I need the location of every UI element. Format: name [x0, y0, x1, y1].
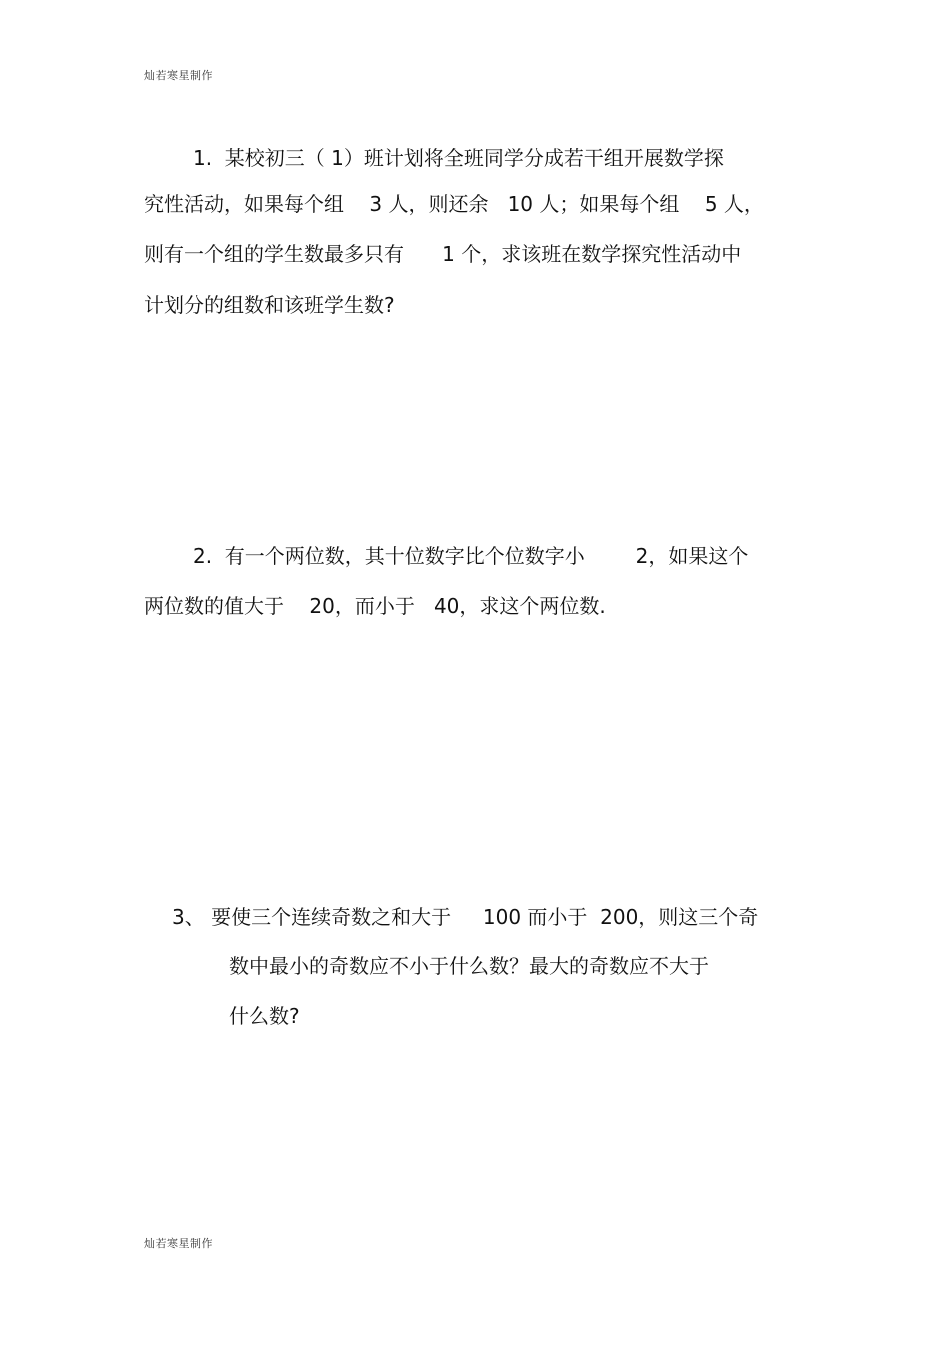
- question-1-line-2: 究性活动，如果每个组 3 人，则还余 10 人；如果每个组 5 人，: [144, 192, 764, 216]
- question-2-line-2: 两位数的值大于 20，而小于 40，求这个两位数.: [144, 594, 606, 618]
- question-3-line-1: 3、 要使三个连续奇数之和大于 100 而小于 200，则这三个奇: [172, 905, 759, 929]
- question-1-line-1: 1. 某校初三（ 1）班计划将全班同学分成若干组开展数学探: [193, 146, 724, 170]
- page-footer-note: 灿若寒星制作: [144, 1237, 213, 1250]
- question-2-line-1: 2. 有一个两位数，其十位数字比个位数字小 2，如果这个: [193, 544, 749, 568]
- question-1-line-3: 则有一个组的学生数最多只有 1 个，求该班在数学探究性活动中: [144, 242, 742, 266]
- question-3-line-3: 什么数?: [229, 1004, 300, 1028]
- question-1-line-4: 计划分的组数和该班学生数?: [144, 293, 395, 317]
- page-header-note: 灿若寒星制作: [144, 69, 213, 82]
- question-3-line-2: 数中最小的奇数应不小于什么数？最大的奇数应不大于: [229, 954, 709, 978]
